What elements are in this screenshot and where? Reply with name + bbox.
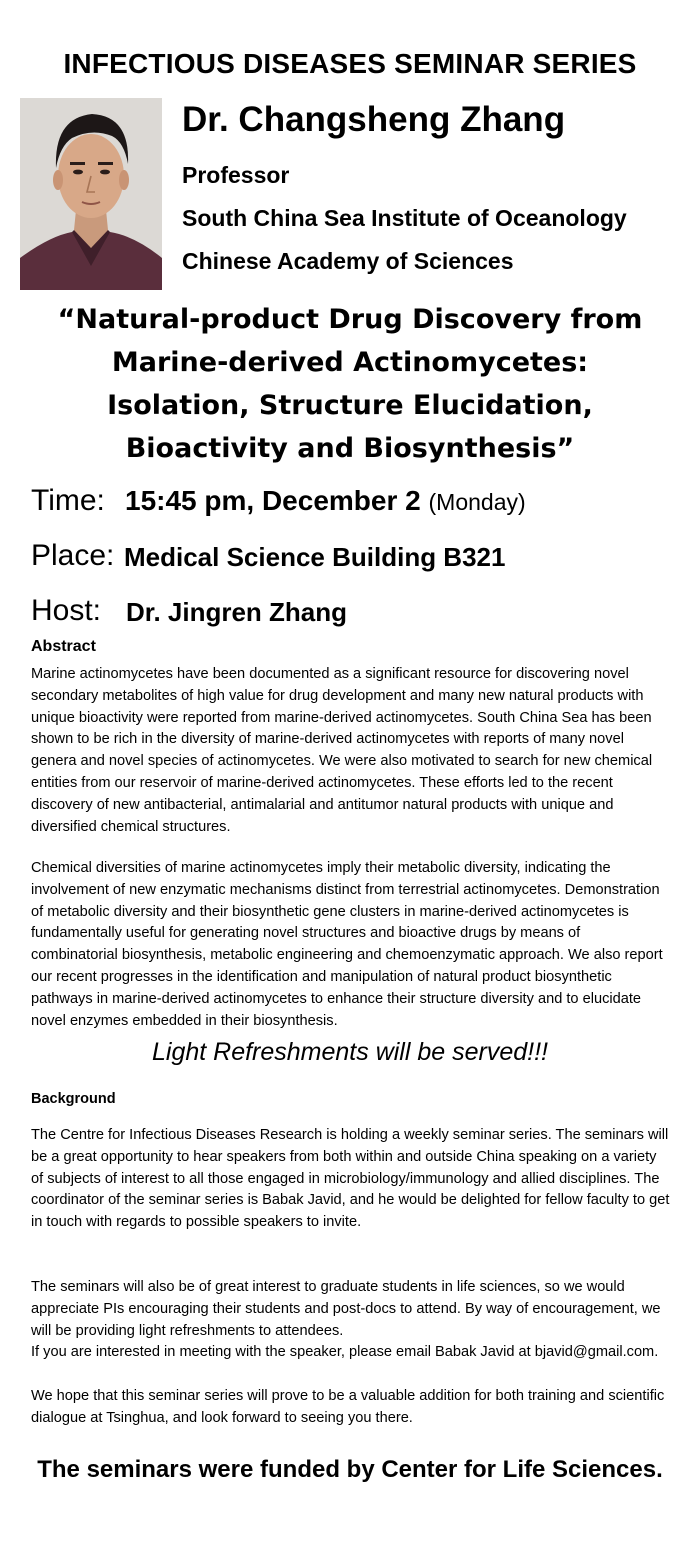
- speaker-position: Professor: [182, 162, 290, 188]
- place-value: Medical Science Building B321: [124, 542, 506, 572]
- refreshments-note: Light Refreshments will be served!!!: [151, 1038, 548, 1066]
- place-row: [31, 539, 506, 573]
- background-paragraph: If you are interested in meeting with the speaker, please email Babak Javid at bjavid@gmail.com.: [31, 1344, 659, 1360]
- speaker-academy: Chinese Academy of Sciences: [182, 248, 514, 274]
- funding-statement: The seminars were funded by Center for Life Sciences.: [37, 1456, 663, 1483]
- background-paragraph: The seminars will also be of great interest to graduate students in life sciences, so we would appreciate PIs encouraging their students and post-docs to attend. By way of encouragement, we will be providing light refreshments to attendees.: [31, 1279, 661, 1339]
- time-label: Time:: [31, 484, 105, 517]
- time-value: 15:45 pm, December 2: [125, 485, 421, 516]
- background-heading: Background: [31, 1091, 116, 1107]
- place-label: Place:: [31, 539, 115, 572]
- talk-title: “Natural-product Drug Discovery from Marine-derived Actinomycetes: Isolation, Structure Elucidation, Bioactivity and Biosynthesis”: [57, 304, 643, 464]
- abstract-paragraph: Chemical diversities of marine actinomycetes imply their metabolic diversity, indicating the involvement of new enzymatic mechanisms distinct from terrestrial actinomycetes. Demonstration of metabolic diversity and their biosynthetic gene clusters in marine-derived actinomycetes is fundamentally useful for generating novel structures and bioactive drugs by means of combinatorial biosynthesis, metabolic engineering and chemoenzymatic approach. We also report our recent progresses in the identification and manipulation of natural product biosynthetic pathways in marine-derived actinomycetes to enhance their structure diversity and to elucidate novel enzymes embedded in their biosynthesis.: [31, 860, 663, 1029]
- series-title: INFECTIOUS DISEASES SEMINAR SERIES: [63, 48, 637, 79]
- speaker-institute: South China Sea Institute of Oceanology: [182, 205, 627, 231]
- time-value-group: [125, 485, 526, 517]
- host-label: Host:: [31, 594, 102, 627]
- time-row: [31, 484, 526, 518]
- abstract-heading: Abstract: [31, 638, 96, 655]
- speaker-portrait-image: [20, 98, 162, 290]
- speaker-photo: [20, 98, 162, 290]
- host-row: [31, 594, 348, 628]
- speaker-name: Dr. Changsheng Zhang: [182, 100, 566, 139]
- time-day: (Monday): [428, 489, 526, 515]
- host-value: Dr. Jingren Zhang: [126, 597, 348, 627]
- abstract-paragraph: Marine actinomycetes have been documented as a significant resource for discovering novel secondary metabolites of high value for drug development and many new natural products with unique bioactivity were reported from marine-derived actinomycetes. South China Sea has been shown to be rich in the diversity of marine-derived actinomycetes with reports of many novel genera and novel species of actinomycetes. We were also motivated to search for new chemical entities from our reservoir of marine-derived actinomycetes. These efforts led to the recent discovery of new antibacterial, antimalarial and antitumor natural products with unique and diversified chemical structures.: [31, 666, 653, 835]
- background-paragraph: The Centre for Infectious Diseases Research is holding a weekly seminar series. The seminars will be a great opportunity to hear speakers from both within and outside China speaking on a variety of subjects of interest to all those engaged in microbiology/immunology and allied disciplines. The coordinator of the seminar series is Babak Javid, and he would be delighted for fellow faculty to get in touch with regards to possible speakers to invite.: [31, 1127, 670, 1231]
- background-paragraph: We hope that this seminar series will prove to be a valuable addition for both training and scientific dialogue at Tsinghua, and look forward to seeing you there.: [31, 1388, 665, 1426]
